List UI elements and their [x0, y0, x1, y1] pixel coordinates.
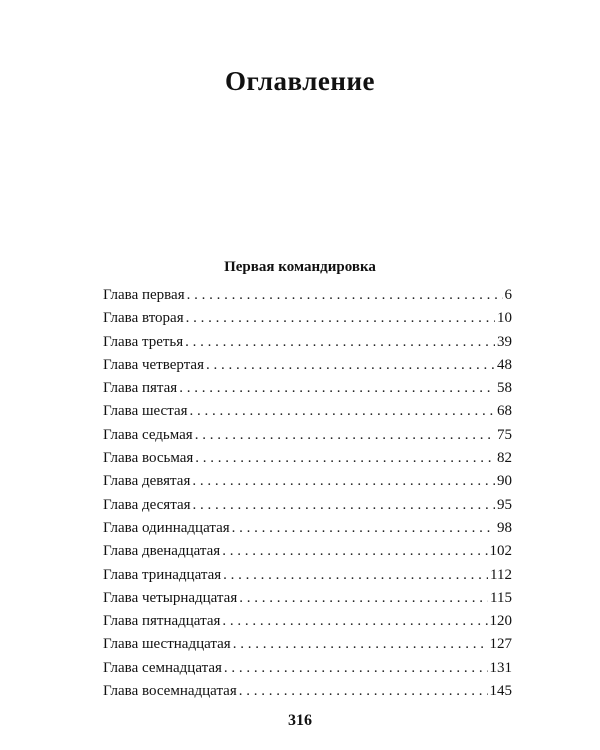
toc-entry-page: 68 [497, 403, 512, 420]
toc-dot-leader [239, 587, 488, 610]
toc-entry[interactable] [103, 657, 512, 680]
toc-entry[interactable] [103, 424, 512, 447]
toc-entry-page: 82 [497, 450, 512, 467]
toc-entry-title: Глава четырнадцатая [103, 589, 238, 606]
toc-entry-page: 98 [497, 519, 512, 536]
toc-entry-page: 10 [497, 310, 512, 327]
toc-dot-leader [179, 377, 495, 400]
toc-entry-page: 131 [489, 659, 512, 676]
toc-entry-page: 90 [497, 473, 512, 490]
section-heading: Первая командировка [224, 259, 376, 275]
toc-entry-page: 102 [489, 543, 512, 560]
toc-entry-title: Глава четвертая [103, 356, 204, 373]
toc-entry-title: Глава шестая [103, 403, 188, 420]
toc-entry-title: Глава двенадцатая [103, 543, 221, 560]
toc-entry[interactable] [103, 494, 512, 517]
toc-entry-page: 127 [489, 636, 512, 653]
toc-entry[interactable] [103, 517, 512, 540]
page-title: Оглавление [225, 66, 375, 96]
toc-entry[interactable] [103, 470, 512, 493]
toc-dot-leader [239, 680, 488, 703]
toc-entry[interactable] [103, 610, 512, 633]
toc-dot-leader [193, 494, 496, 517]
toc-dot-leader [224, 657, 488, 680]
toc-dot-leader [186, 307, 495, 330]
toc-entry-page: 112 [490, 566, 512, 583]
page-number: 316 [288, 712, 312, 729]
toc-entry-title: Глава пятая [103, 380, 178, 397]
toc-dot-leader [222, 610, 487, 633]
toc-dot-leader [222, 540, 487, 563]
toc-entry-page: 120 [489, 613, 512, 630]
toc-entry-page: 6 [504, 287, 512, 303]
toc-entry-title: Глава восьмая [103, 450, 194, 467]
toc-dot-leader [190, 400, 495, 423]
toc-entry-title: Глава семнадцатая [103, 659, 222, 676]
toc-entry[interactable] [103, 331, 512, 354]
toc-entry-page: 145 [489, 683, 512, 700]
toc-entry-title: Глава тринадцатая [103, 566, 222, 583]
toc-entry-page: 95 [497, 496, 512, 513]
toc-entry[interactable] [103, 307, 512, 330]
toc-entry-page: 58 [497, 380, 512, 397]
toc-entry[interactable] [103, 680, 512, 703]
toc-entry-title: Глава одиннадцатая [103, 519, 230, 536]
toc-entry-title: Глава шестнадцатая [103, 636, 231, 653]
toc-entry-page: 75 [497, 426, 512, 443]
toc-entry[interactable] [103, 284, 512, 307]
toc-entry[interactable] [103, 587, 512, 610]
toc-dot-leader [195, 447, 495, 470]
toc-entry-page: 39 [497, 333, 512, 350]
toc-dot-leader [233, 633, 488, 656]
toc-entry-title: Глава десятая [103, 496, 191, 513]
toc-entry-title: Глава девятая [103, 473, 191, 490]
toc-dot-leader [187, 284, 503, 307]
toc-entry[interactable] [103, 540, 512, 563]
toc-entry-page: 48 [497, 356, 512, 373]
toc-dot-leader [232, 517, 495, 540]
toc-entry-title: Глава восемнадцатая [103, 683, 237, 700]
toc-dot-leader [206, 354, 495, 377]
table-of-contents [103, 284, 512, 703]
toc-entry-title: Глава первая [103, 287, 185, 303]
toc-dot-leader [192, 470, 495, 493]
toc-entry[interactable] [103, 564, 512, 587]
toc-entry[interactable] [103, 447, 512, 470]
toc-entry-title: Глава пятнадцатая [103, 613, 221, 630]
toc-entry[interactable] [103, 354, 512, 377]
toc-entry-title: Глава вторая [103, 310, 184, 327]
toc-entry[interactable] [103, 377, 512, 400]
toc-entry[interactable] [103, 633, 512, 656]
toc-entry[interactable] [103, 400, 512, 423]
toc-entry-title: Глава третья [103, 333, 184, 350]
toc-entry-page: 115 [490, 589, 512, 606]
toc-entry-title: Глава седьмая [103, 426, 193, 443]
toc-dot-leader [223, 564, 488, 587]
toc-dot-leader [185, 331, 495, 354]
toc-dot-leader [195, 424, 495, 447]
